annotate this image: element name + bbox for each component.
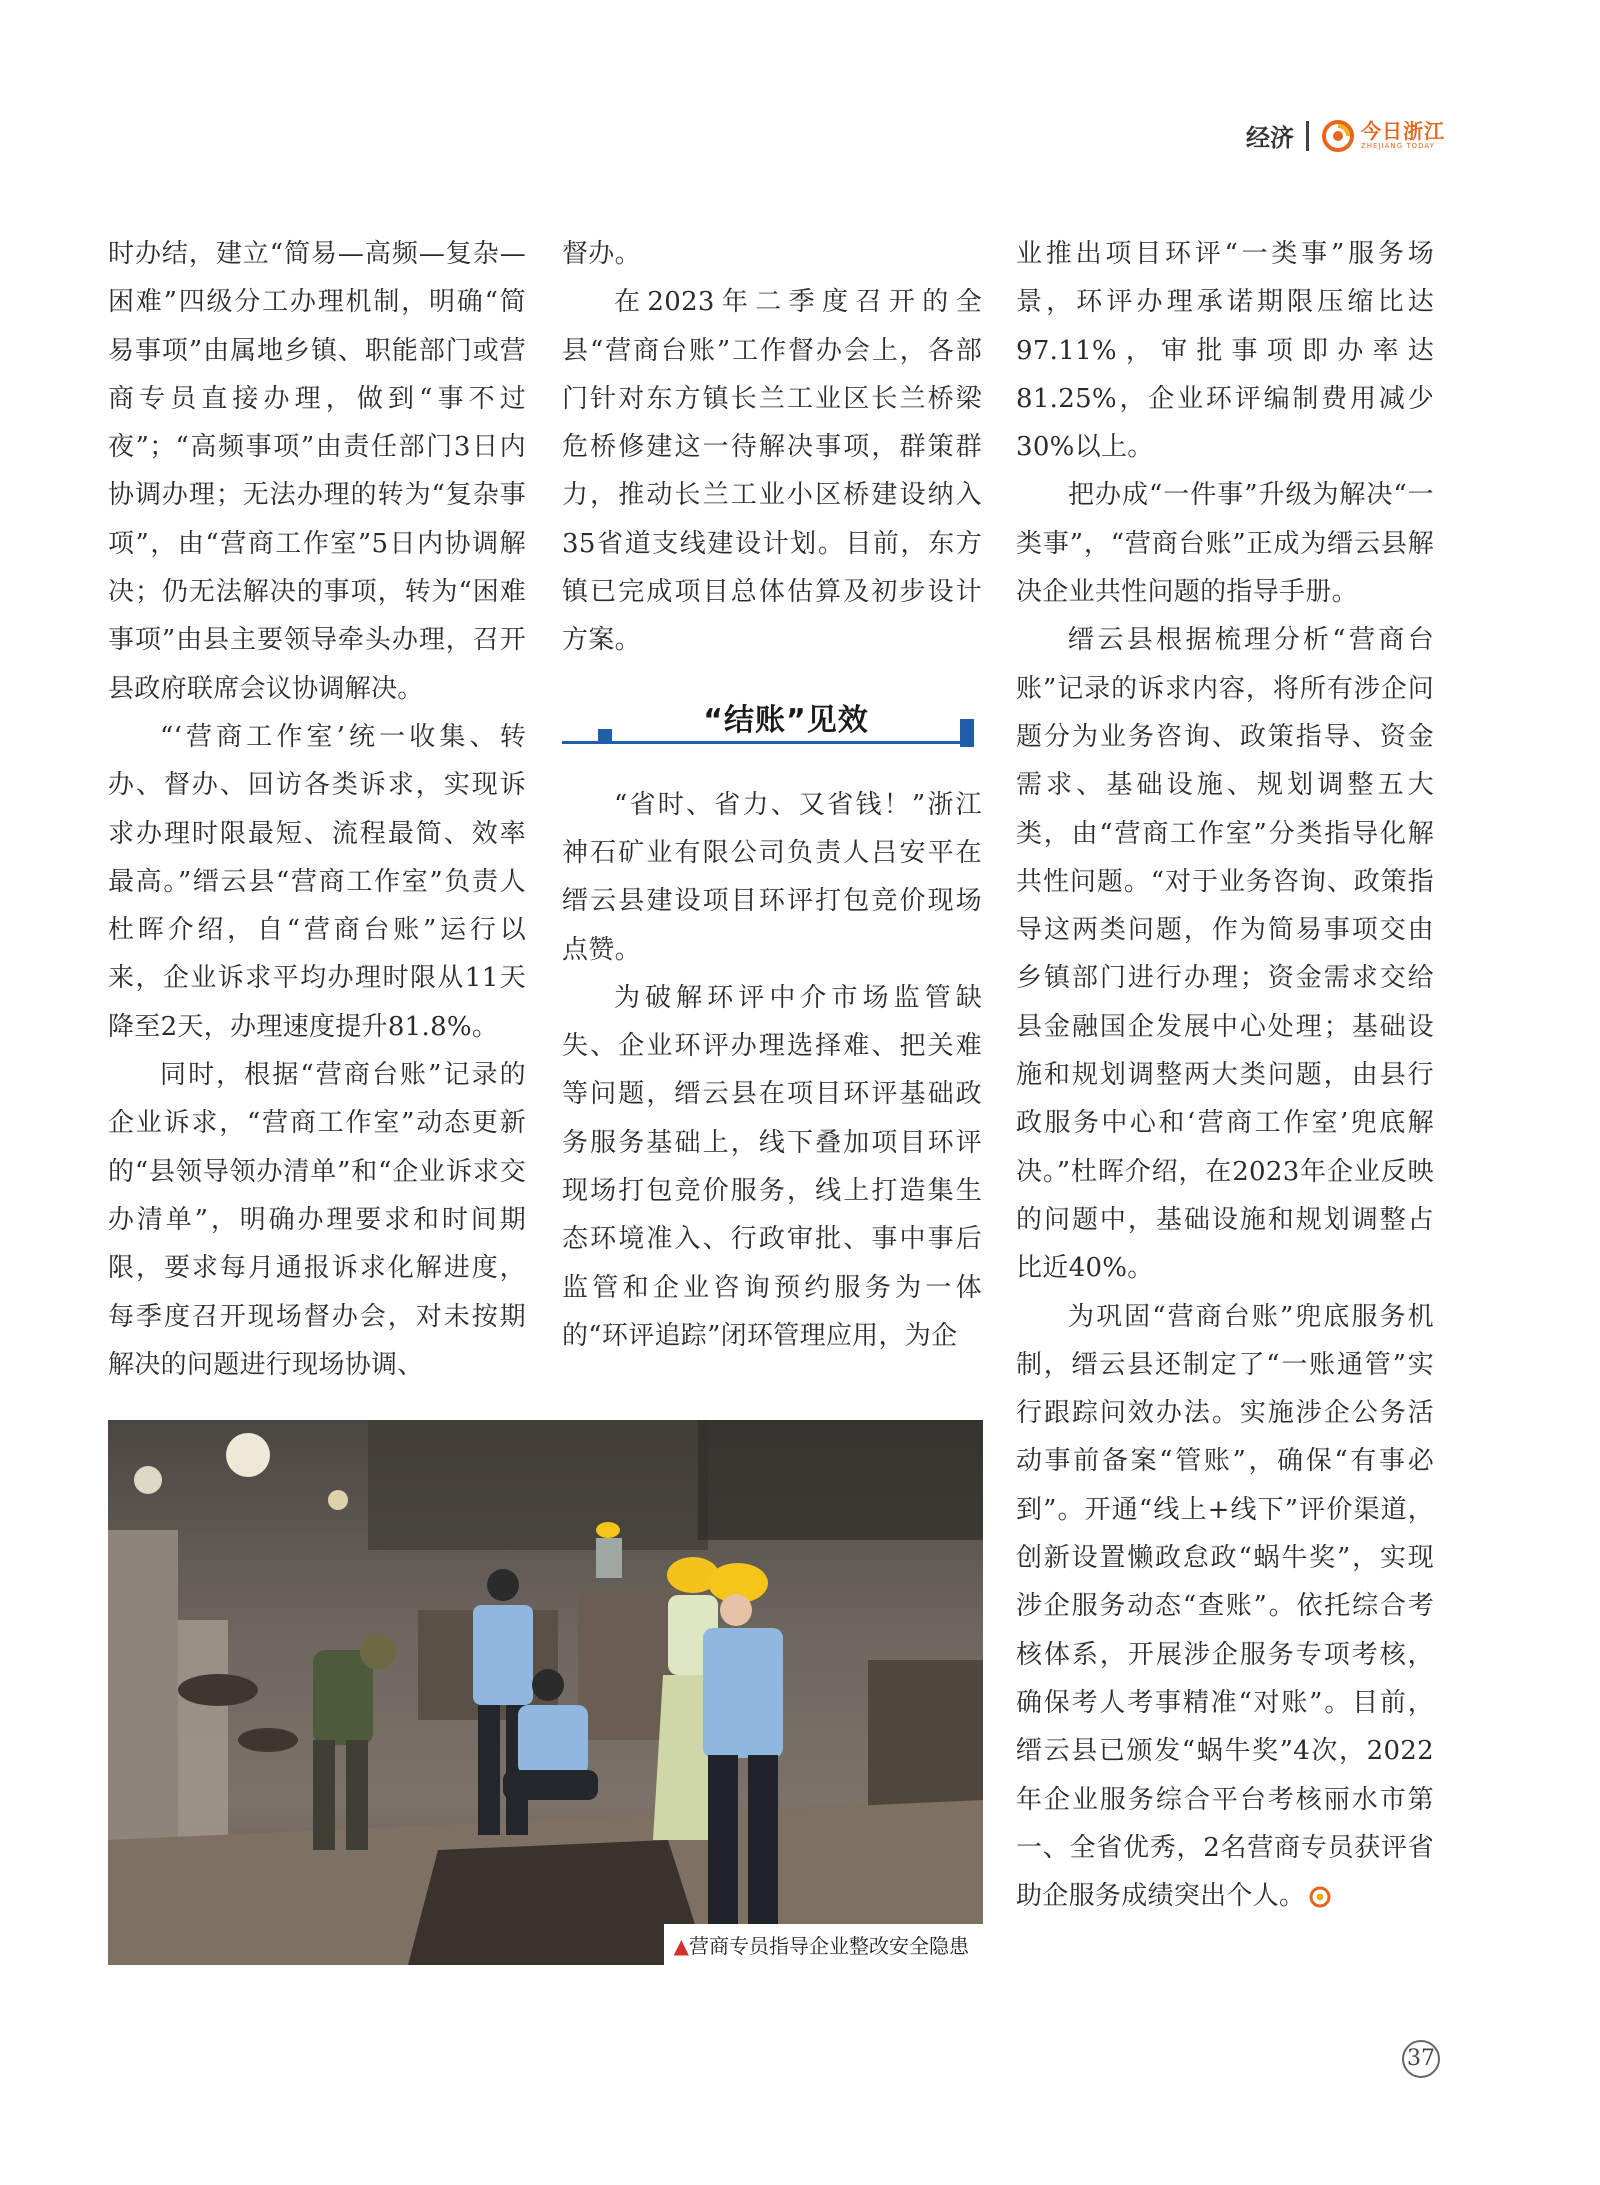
- logo-chinese: 今日浙江: [1361, 119, 1445, 143]
- paragraph: 在2023年二季度召开的全县“营商台账”工作督办会上，各部门针对东方镇长兰工业区长兰桥梁危桥修建这一待解决事项，群策群力，推动长兰工业小区桥建设纳入35省道支线建设计划。目前，东方镇已完成项目总体估算及初步设计方案。: [562, 287, 982, 656]
- paragraph: 业推出项目环评“一类事”服务场景，环评办理承诺期限压缩比达97.11%，审批事项即办率达81.25%，企业环评编制费用减少30%以上。: [1016, 239, 1434, 463]
- paragraph: “‘营商工作室’统一收集、转办、督办、回访各类诉求，实现诉求办理时限最短、流程最简、效率最高。”缙云县“营商工作室”负责人杜晖介绍，自“营商台账”运行以来，企业诉求平均办理时限从11天降至2天，办理速度提升81.8%。: [108, 721, 526, 1042]
- article-photo: [108, 1420, 983, 1965]
- logo-text: [1361, 121, 1445, 150]
- text-column-2: [562, 230, 982, 1360]
- subheading-text: “结账”见效: [703, 702, 869, 738]
- paragraph: 同时，根据“营商台账”记录的企业诉求，“营商工作室”动态更新的“县领导领办清单”和“企业诉求交办清单”，明确办理要求和时间期限，要求每月通报诉求化解进度，每季度召开现场督办会，对未按期解决的问题进行现场协调、: [108, 1060, 526, 1380]
- paragraph-final: [1016, 1293, 1434, 1921]
- text-column-1: [108, 230, 526, 1389]
- paragraph: 督办。: [562, 239, 641, 269]
- caption-marker: ▲: [673, 1934, 689, 1958]
- logo-english: ZHEJIANG TODAY: [1361, 142, 1435, 150]
- factory-inspection-illustration: [108, 1420, 983, 1965]
- page-header: [1246, 118, 1445, 153]
- photo-caption: [664, 1924, 983, 1965]
- page-number: 37: [1402, 2040, 1440, 2078]
- magazine-logo: [1321, 119, 1445, 153]
- end-mark-icon: [1309, 1886, 1331, 1908]
- paragraph: “省时、省力、又省钱！”浙江神石矿业有限公司负责人吕安平在缙云县建设项目环评打包竞价现场点赞。: [562, 789, 982, 965]
- subheading-corner-accent: [960, 719, 974, 747]
- paragraph: 时办结，建立“简易—高频—复杂—困难”四级分工办理机制，明确“简易事项”由属地乡镇、职能部门或营商专员直接办理，做到“事不过夜”；“高频事项”由责任部门3日内协调办理；无法办理的转为“复杂事项”，由“营商工作室”5日内协调解决；仍无法解决的事项，转为“困难事项”由县主要领导牵头办理，召开县政府联席会议协调解决。: [108, 239, 526, 704]
- paragraph: 缙云县根据梳理分析“营商台账”记录的诉求内容，将所有涉企问题分为业务咨询、政策指导、资金需求、基础设施、规划调整五大类，由“营商工作室”分类指导化解共性问题。“对于业务咨询、政策指导这两类问题，作为简易事项交由乡镇部门进行办理；资金需求交给县金融国企发展中心处理；基础设施和规划调整两大类问题，由县行政服务中心和‘营商工作室’兜底解决。”杜晖介绍，在2023年企业反映的问题中，基础设施和规划调整占比近40%。: [1016, 625, 1434, 1284]
- section-label: 经济: [1246, 124, 1294, 152]
- subheading-left-accent: [598, 729, 612, 744]
- paragraph: 为破解环评中介市场监管缺失、企业环评办理选择难、把关难等问题，缙云县在项目环评基础政务服务基础上，线下叠加项目环评现场打包竞价服务，线上打造集生态环境准入、行政审批、事中事后监管和企业咨询预约服务为一体的“环评追踪”闭环管理应用，为企: [562, 982, 982, 1351]
- paragraph-text: 为巩固“营商台账”兜底服务机制，缙云县还制定了“一账通管”实行跟踪问效办法。实施涉企公务活动事前备案“管账”，确保“有事必到”。开通“线上+线下”评价渠道，创新设置懒政怠政“蜗牛奖”，实现涉企服务动态“查账”。依托综合考核体系，开展涉企服务专项考核，确保考人考事精准“对账”。目前，缙云县已颁发“蜗牛奖”4次，2022年企业服务综合平台考核丽水市第一、全省优秀，2名营商专员获评省助企服务成绩突出个人。: [1016, 1301, 1434, 1912]
- logo-swirl-icon: [1321, 119, 1355, 153]
- text-column-3: [1016, 230, 1434, 1920]
- header-divider: [1306, 121, 1309, 151]
- paragraph: 把办成“一件事”升级为解决“一类事”，“营商台账”正成为缙云县解决企业共性问题的指导手册。: [1016, 480, 1434, 608]
- caption-text: 营商专员指导企业整改安全隐患: [689, 1934, 969, 1958]
- section-subheading: [562, 689, 982, 759]
